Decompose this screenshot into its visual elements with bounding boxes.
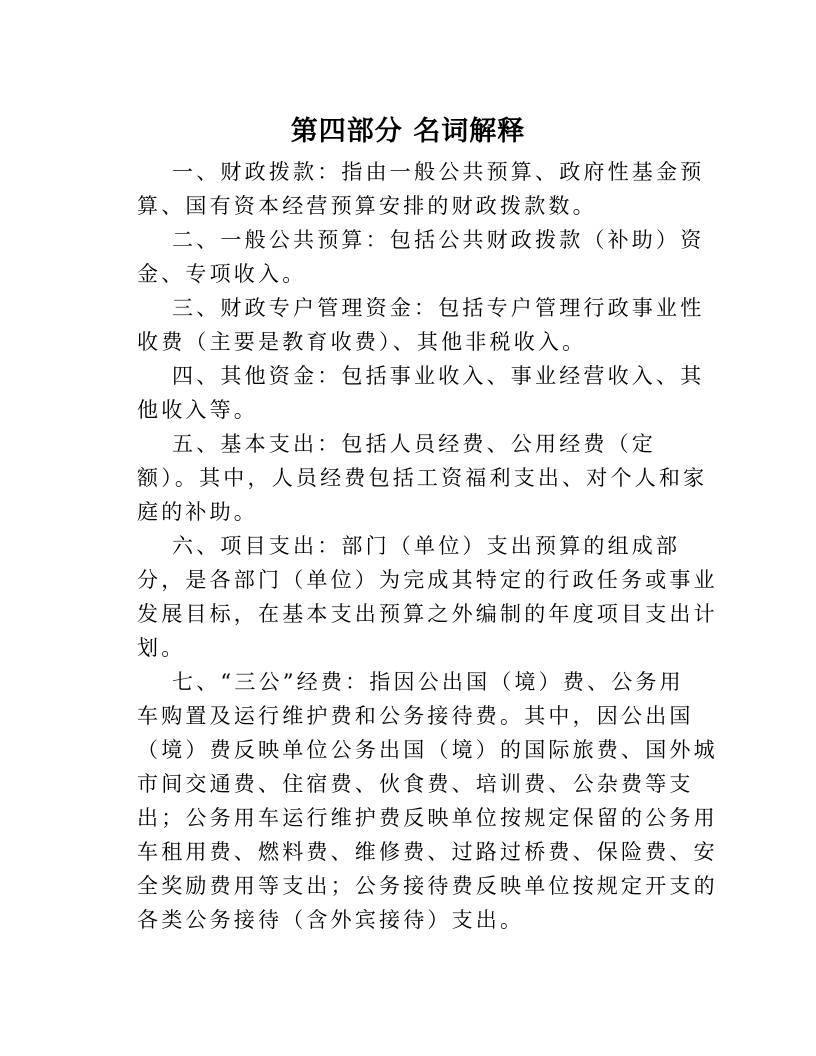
paragraph-line: 算、国有资本经营预算安排的财政拨款数。 <box>137 194 597 218</box>
paragraph-line: （境）费反映单位公务出国（境）的国际旅费、国外城 <box>137 738 718 762</box>
paragraph-basic-expenditure <box>137 427 708 529</box>
paragraph-line: 市间交通费、住宿费、伙食费、培训费、公杂费等支 <box>137 772 694 796</box>
paragraph-line: 发展目标，在基本支出预算之外编制的年度项目支出计 <box>137 602 718 626</box>
paragraph-line: 金、专项收入。 <box>137 262 307 286</box>
paragraph-line: 划。 <box>137 636 186 660</box>
paragraph-other-funds <box>137 359 705 427</box>
paragraph-line: 分，是各部门（单位）为完成其特定的行政任务或事业 <box>137 568 718 592</box>
paragraph-line: 二、一般公共预算：包括公共财政拨款（补助）资 <box>172 228 705 252</box>
paragraph-line: 庭的补助。 <box>137 500 258 524</box>
paragraph-line: 他收入等。 <box>137 398 258 422</box>
paragraph-line: 五、基本支出：包括人员经费、公用经费（定 <box>172 432 656 456</box>
paragraph-line: 收费（主要是教育收费）、其他非税收入。 <box>137 330 587 354</box>
paragraph-three-public-expenses <box>137 665 718 937</box>
paragraph-line: 各类公务接待（含外宾接待）支出。 <box>137 908 525 932</box>
paragraph-line: 车租用费、燃料费、维修费、过路过桥费、保险费、安 <box>137 840 718 864</box>
document-body <box>137 155 718 937</box>
paragraph-special-account-funds <box>137 291 705 359</box>
paragraph-line: 额）。其中，人员经费包括工资福利支出、对个人和家 <box>137 466 708 490</box>
paragraph-line: 七、“三公”经费：指因公出国（境）费、公务用 <box>172 670 684 694</box>
paragraph-line: 车购置及运行维护费和公务接待费。其中，因公出国 <box>137 704 694 728</box>
paragraph-fiscal-appropriation <box>137 155 705 223</box>
page-title: 第四部分 名词解释 <box>290 116 526 147</box>
paragraph-line: 三、财政专户管理资金：包括专户管理行政事业性 <box>172 296 705 320</box>
paragraph-project-expenditure <box>137 529 718 665</box>
paragraph-line: 出；公务用车运行维护费反映单位按规定保留的公务用 <box>137 806 718 830</box>
paragraph-line: 六、项目支出：部门（单位）支出预算的组成部 <box>172 534 681 558</box>
paragraph-line: 四、其他资金：包括事业收入、事业经营收入、其 <box>172 364 705 388</box>
paragraph-line: 一、财政拨款：指由一般公共预算、政府性基金预 <box>172 160 705 184</box>
paragraph-general-public-budget <box>137 223 705 291</box>
paragraph-line: 全奖励费用等支出；公务接待费反映单位按规定开支的 <box>137 874 718 898</box>
